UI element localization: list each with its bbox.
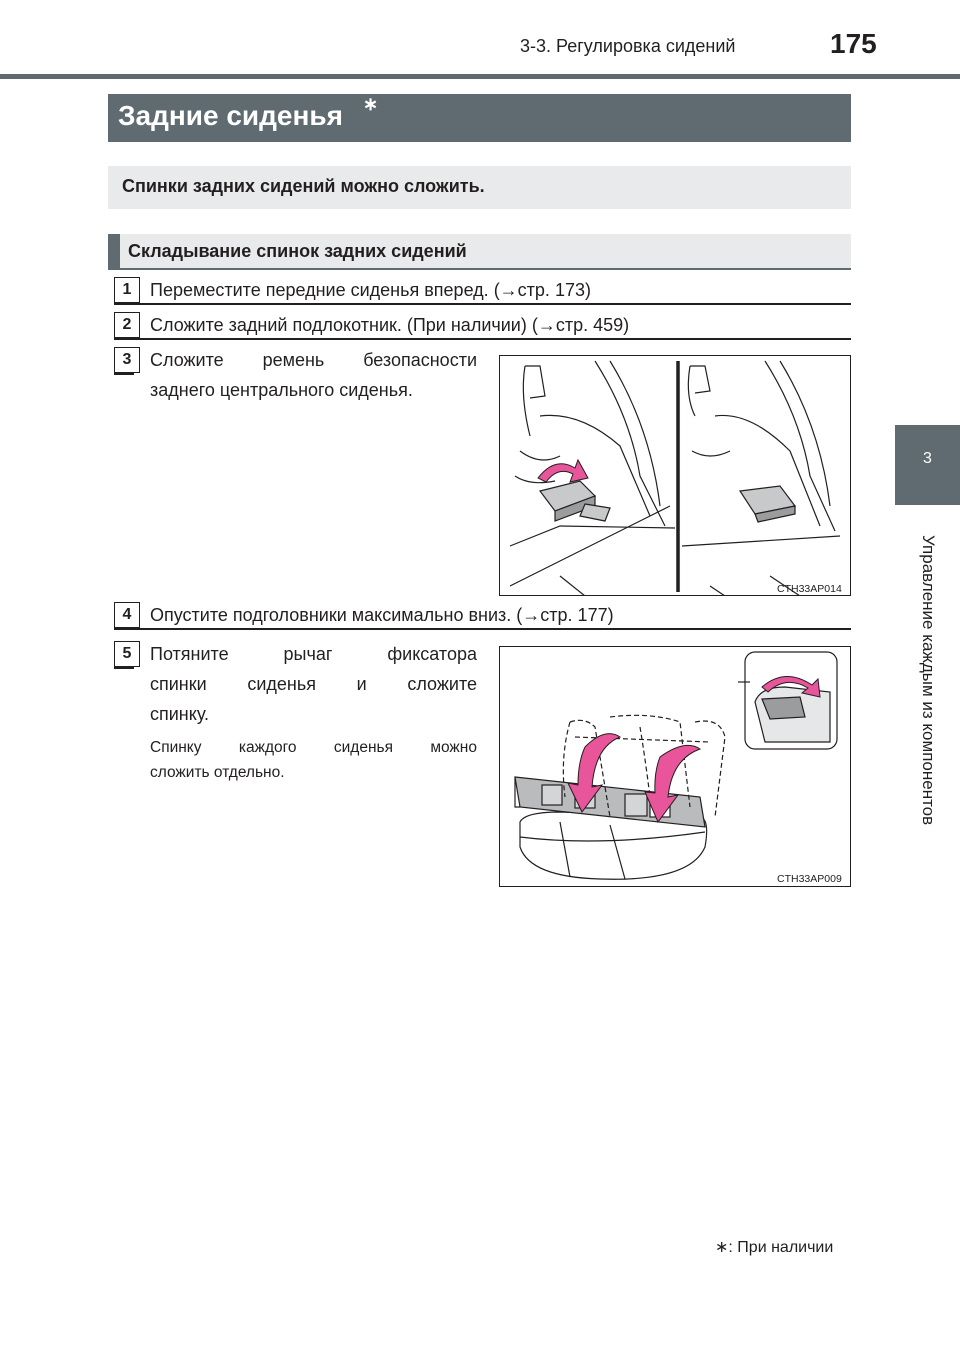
step-text-4: Опустите подголовники максимально вниз. (→стр. 177) xyxy=(150,605,614,625)
step-text-5-line-2: спинки сиденья и сложите xyxy=(150,674,477,694)
step-number-1: 1 xyxy=(114,277,140,303)
step-number-4: 4 xyxy=(114,602,140,628)
step-divider xyxy=(114,373,134,375)
footnote: ∗: При наличии xyxy=(715,1239,834,1256)
summary-text: Спинки задних сидений можно сложить. xyxy=(122,176,485,196)
step-text-5-line-3: спинку. xyxy=(150,704,210,724)
title-footnote-marker: ∗ xyxy=(363,94,379,114)
header-rule xyxy=(0,74,960,79)
step-number-5: 5 xyxy=(114,641,140,667)
step-text-5-line-1: Потяните рычаг фиксатора xyxy=(150,644,477,664)
figure-code-2: CTH33AP009 xyxy=(777,873,842,885)
step-text-1: Переместите передние сиденья вперед. (→стр. 173) xyxy=(150,280,591,300)
seatback-illustration xyxy=(500,647,851,887)
step-5-note-line-1: Спинку каждого сиденья можно xyxy=(150,739,477,756)
step-text-3-line-1: Сложите ремень безопасности xyxy=(150,350,477,370)
figure-seatbelt-fold xyxy=(499,355,851,596)
step-number-2: 2 xyxy=(114,312,140,338)
arrow-icon xyxy=(538,460,588,482)
step-text-2: Сложите задний подлокотник. (При наличии) (→стр. 459) xyxy=(150,315,630,335)
page-number: 175 xyxy=(830,28,877,59)
figure-seatback-fold xyxy=(499,646,851,887)
step-divider xyxy=(114,667,134,669)
figure-code-1: CTH33AP014 xyxy=(777,583,842,595)
page-title: Задние сиденья xyxy=(118,100,343,131)
chapter-tab-label: Управление каждым из компонентов xyxy=(919,534,938,826)
chapter-tab-number: 3 xyxy=(923,450,932,467)
running-header-section: 3-3. Регулировка сидений xyxy=(520,36,736,56)
subsection-header-bar xyxy=(108,234,120,270)
step-text-3-line-2: заднего центрального сиденья. xyxy=(150,380,413,400)
seatbelt-illustration xyxy=(500,356,851,596)
step-number-3: 3 xyxy=(114,347,140,373)
subsection-title: Складывание спинок задних сидений xyxy=(128,241,467,261)
step-5-note-line-2: сложить отдельно. xyxy=(150,764,285,781)
